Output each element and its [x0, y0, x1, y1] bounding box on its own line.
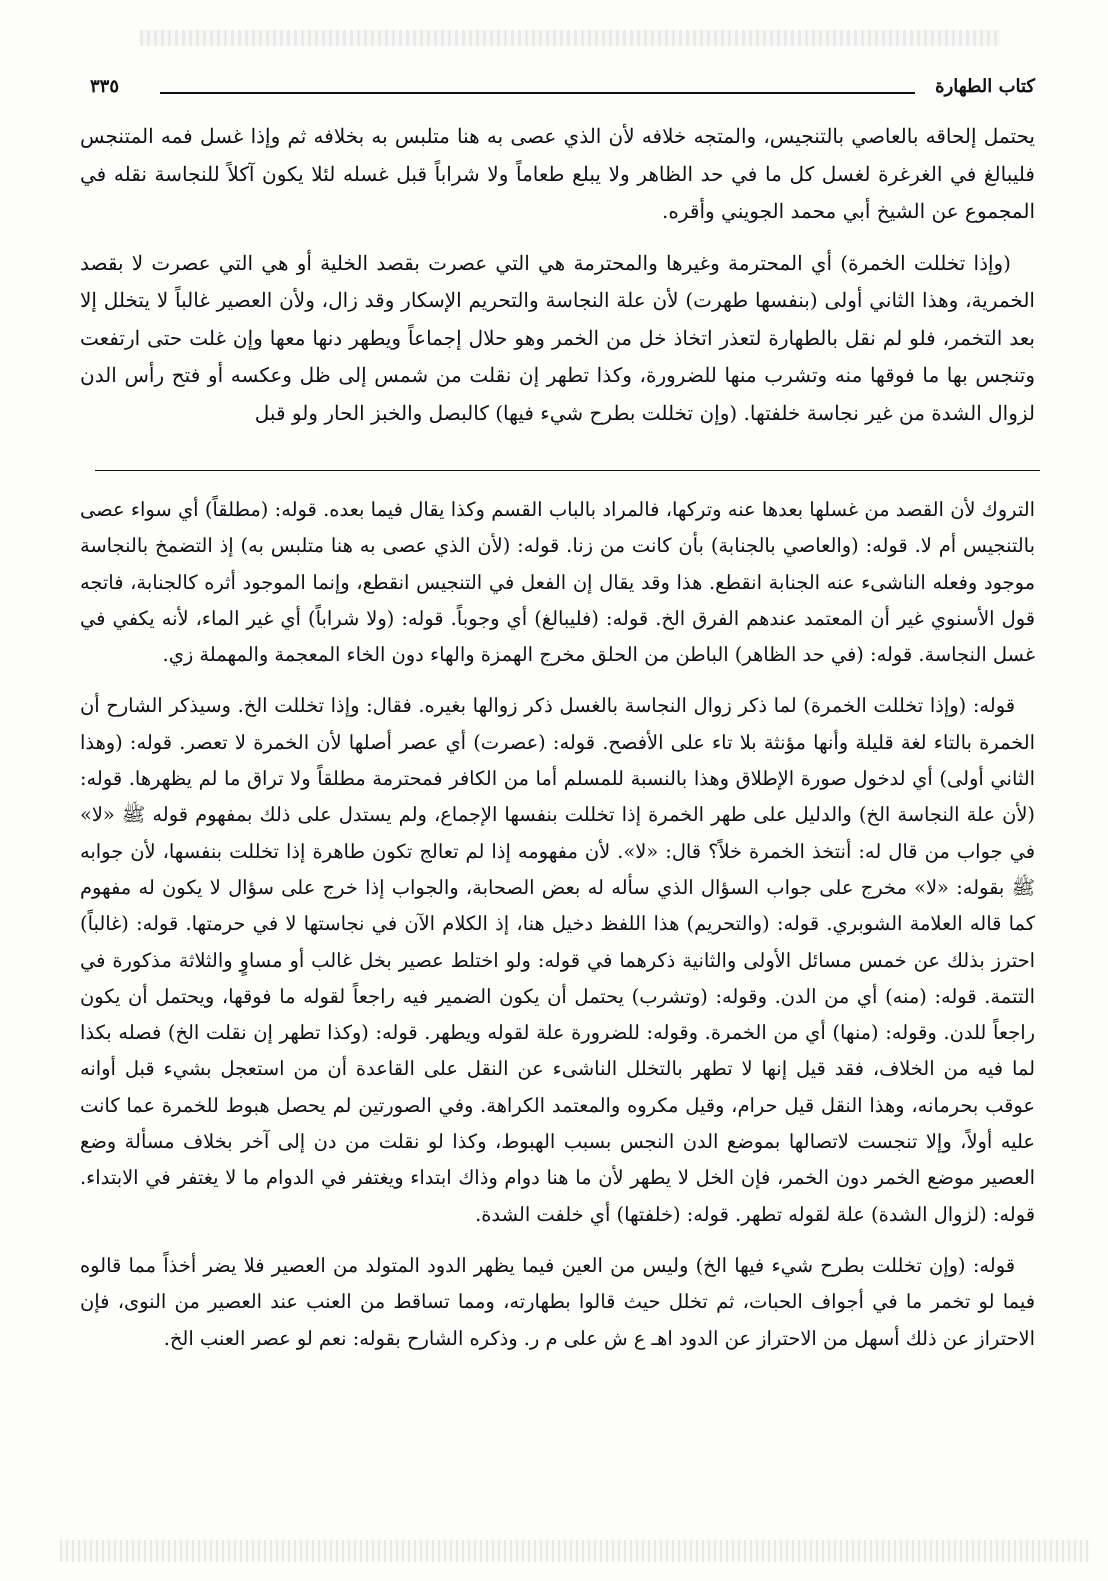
footnote-divider	[95, 470, 1040, 471]
chapter-title: كتاب الطهارة	[935, 76, 1035, 97]
running-header	[90, 72, 1035, 102]
scan-artifact-top	[140, 30, 1000, 46]
commentary-notes	[80, 492, 1035, 1357]
note-paragraph: قوله: (وإن تخللت بطرح شيء فيها الخ) وليس من العين فيما يظهر الدود المتولد من العصير فلا يضر أخذاً مما قالوه فيما لو تخمر ما في أجواف الحبات، ثم تخلل حيث قالوا بطهارته، ومما تساقط من العنب عند العصير من النوى، فإن الاحتراز عن ذلك أسهل من الاحتراز عن الدود اهـ ع ش على م ر. وذكره الشارح بقوله: نعم لو عصر العنب الخ.	[80, 1253, 1035, 1350]
main-text	[80, 118, 1035, 432]
scan-artifact-bottom	[60, 1540, 1090, 1562]
header-rule	[160, 92, 915, 94]
main-paragraph: (وإذا تخللت الخمرة) أي المحترمة وغيرها والمحترمة هي التي عصرت بقصد الخلية أو هي التي عصرت لا بقصد الخمرية، وهذا الثاني أولى (بنفسها طهرت) لأن علة النجاسة والتحريم الإسكار وقد زال، ولأن العصير غالباً لا يتخلل إلا بعد التخمر، فلو لم نقل بالطهارة لتعذر اتخاذ خل من الخمر وهو حلال إجماعاً ويطهر دنها معها وإن غلت حتى ارتفعت وتنجس بها ما فوقها منه وتشرب منها للضرورة، وكذا تطهر إن نقلت من شمس إلى ظل وعكسه أو فتح رأس الدن لزوال الشدة من غير نجاسة خلفتها. (وإن تخللت بطرح شيء فيها) كالبصل والخبز الحار ولو قبل	[80, 250, 1035, 425]
page-number: ٣٣٥	[90, 76, 120, 97]
main-paragraph: يحتمل إلحاقه بالعاصي بالتنجيس، والمتجه خلافه لأن الذي عصى به هنا متلبس به بخلافه ثم وإذا غسل فمه المتنجس فليبالغ في الغرغرة لغسل كل ما في حد الظاهر ولا يبلع طعاماً ولا شراباً قبل غسله لئلا يكون آكلاً للنجاسة نقله في المجموع عن الشيخ أبي محمد الجويني وأقره.	[80, 124, 1035, 223]
note-paragraph: قوله: (وإذا تخللت الخمرة) لما ذكر زوال النجاسة بالغسل ذكر زوالها بغيره. فقال: وإذا تخللت الخ. وسيذكر الشارح أن الخمرة بالتاء لغة قليلة وأنها مؤنثة بلا تاء على الأفصح. قوله: (عصرت) أي عصر أصلها لأن الخمرة لا تعصر. قوله: (وهذا الثاني أولى) أي لدخول صورة الإطلاق وهذا بالنسبة للمسلم أما من الكافر فمحترمة مطلقاً ولا تراق ما لم يظهرها. قوله: (لأن علة النجاسة الخ) والدليل على طهر الخمرة إذا تخللت بنفسها الإجماع، ولم يستدل على ذلك بمفهوم قوله ﷺ «لا» في جواب من قال له: أنتخذ الخمرة خلاً؟ قال: «لا». لأن مفهومه إذا لم تعالج تكون طاهرة إذا تخللت بنفسها، لأن جوابه ﷺ بقوله: «لا» مخرج على جواب السؤال الذي سأله له بعض الصحابة، والجواب إذا خرج على سؤال لا يكون له مفهوم كما قاله العلامة الشوبري. قوله: (والتحريم) هذا اللفظ دخيل هنا، إذ الكلام الآن في نجاستها لا في حرمتها. قوله: (غالباً) احترز بذلك عن خمس مسائل الأولى والثانية ذكرهما في قوله: ولو اختلط عصير بخل غالب أو مساوٍ والثلاثة مذكورة في التتمة. قوله: (منه) أي من الدن. وقوله: (وتشرب) يحتمل أن يكون الضمير فيه راجعاً لقوله ما فوقها، ويحتمل أن يكون راجعاً للدن. وقوله: (منها) أي من الخمرة. وقوله: للضرورة علة لقوله ويطهر. قوله: (وكذا تطهر إن نقلت الخ) فصله بكذا لما فيه من الخلاف، فقد قيل إنها لا تطهر بالتخلل الناشىء عن النقل على القاعدة أن من استعجل بشيء قبل أوانه عوقب بحرمانه، وهذا النقل قيل حرام، وقيل مكروه والمعتمد الكراهة. وفي الصورتين لم يحصل هبوط للخمرة عما كانت عليه أولاً، وإلا تنجست لاتصالها بموضع الدن النجس بسبب الهبوط، وكذا لو نقلت من دن إلى آخر بخلاف مسألة وضع العصير موضع الخمر دون الخمر، فإن الخل لا يطهر لأن ما هنا دوام وذاك ابتداء ويغتفر في الدوام ما لا يغتفر في الابتداء. قوله: (لزوال الشدة) علة لقوله تطهر. قوله: (خلفتها) أي خلفت الشدة.	[80, 694, 1035, 1226]
note-paragraph: التروك لأن القصد من غسلها بعدها عنه وتركها، فالمراد بالباب القسم وكذا يقال فيما بعده. قوله: (مطلقاً) أي سواء عصى بالتنجيس أم لا. قوله: (والعاصي بالجنابة) بأن كانت من زنا. قوله: (لأن الذي عصى به هنا متلبس به) إذ التضمخ بالنجاسة موجود وفعله الناشىء عنه الجنابة انقطع. هذا وقد يقال إن الفعل في التنجيس انقطع، وإنما الموجود أثره كالجنابة، فاتجه قول الأسنوي غير أن المعتمد عندهم الفرق الخ. قوله: (فليبالغ) أي وجوباً. قوله: (ولا شراباً) أي غير الماء، لأنه يكفي في غسل النجاسة. قوله: (في حد الظاهر) الباطن من الحلق مخرج الهمزة والهاء دون الخاء المعجمة والمهملة زي.	[80, 498, 1035, 667]
